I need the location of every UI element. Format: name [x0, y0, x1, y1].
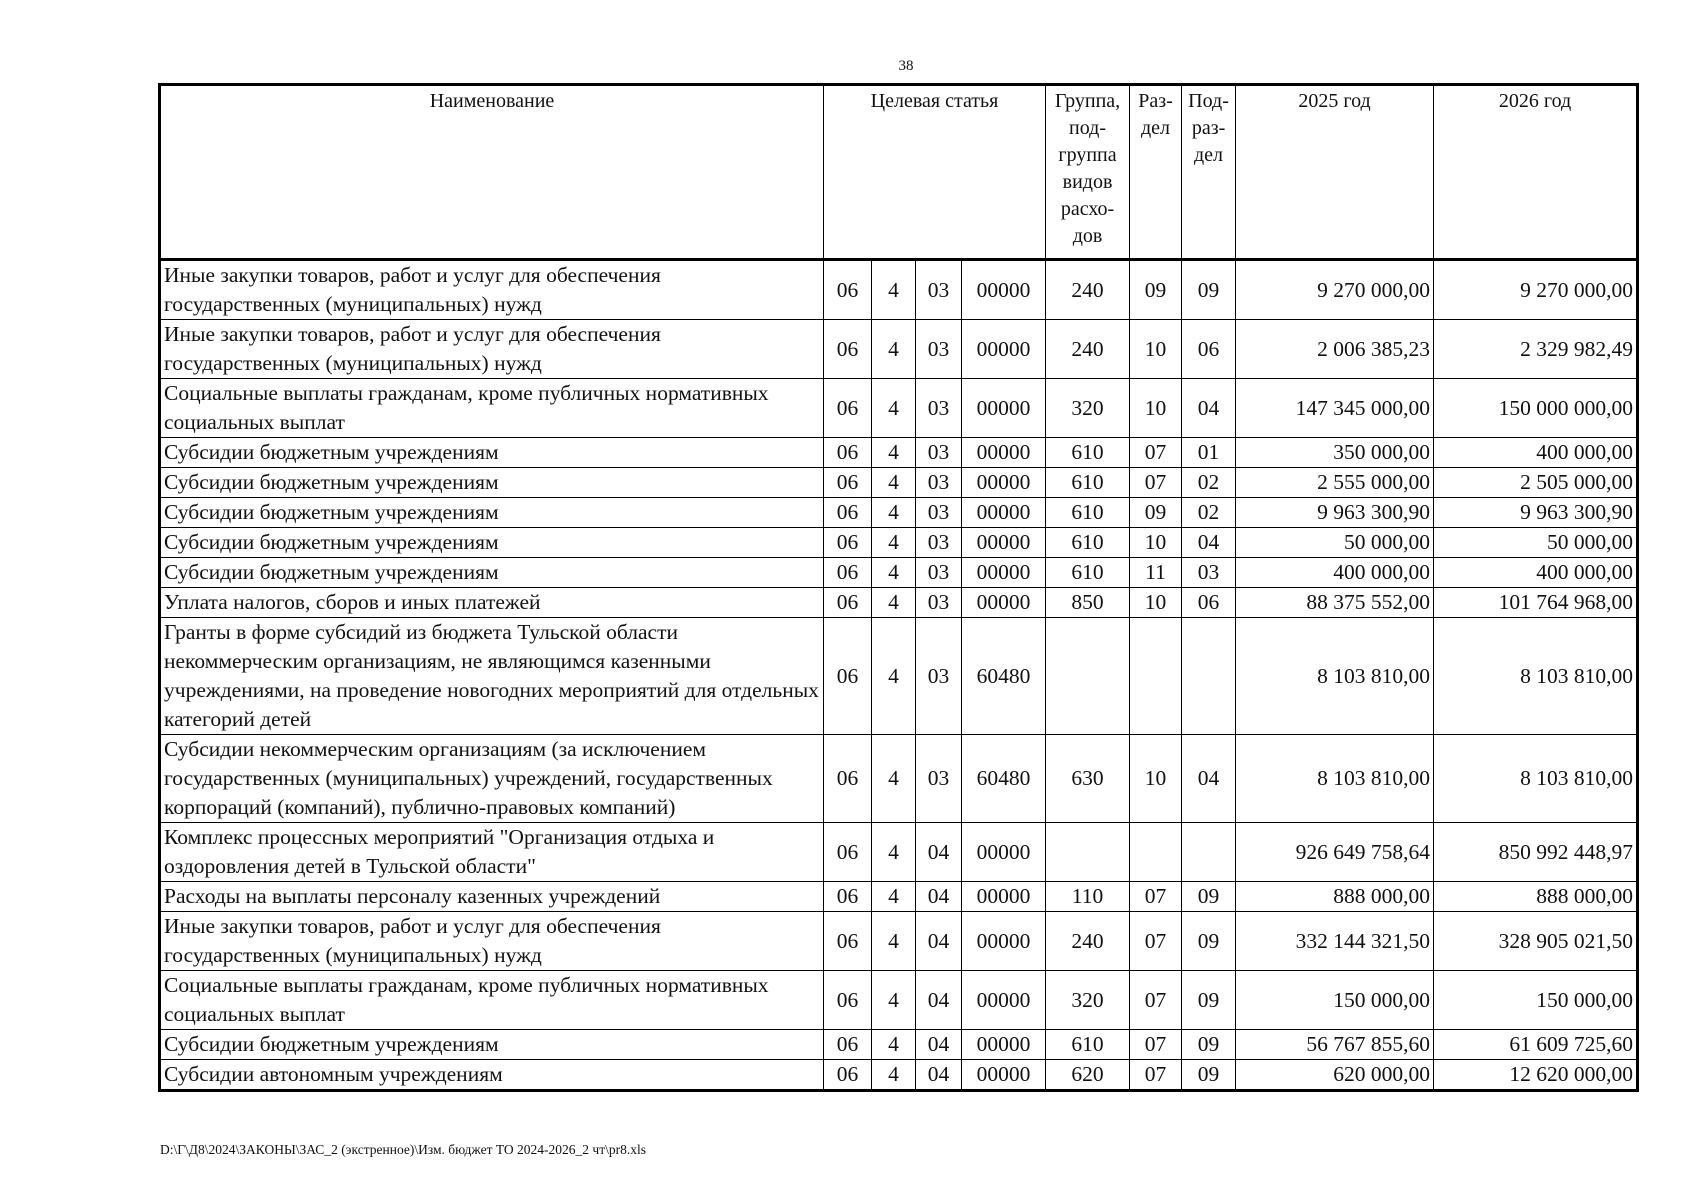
amount-2026: 8 103 810,00 [1434, 735, 1638, 823]
expense-group: 110 [1046, 882, 1130, 912]
amount-2025: 350 000,00 [1236, 438, 1434, 468]
target-code-4: 00000 [962, 971, 1046, 1030]
table-row [160, 498, 1638, 528]
amount-2025: 147 345 000,00 [1236, 379, 1434, 438]
target-code-1: 06 [824, 558, 872, 588]
target-code-4: 00000 [962, 260, 1046, 320]
expense-group: 610 [1046, 528, 1130, 558]
row-name: Субсидии бюджетным учреждениям [160, 438, 824, 468]
subsection-code: 09 [1182, 912, 1236, 971]
amount-2026: 400 000,00 [1434, 438, 1638, 468]
table-row [160, 438, 1638, 468]
amount-2025: 8 103 810,00 [1236, 735, 1434, 823]
section-code: 07 [1130, 882, 1182, 912]
target-code-2: 4 [872, 912, 916, 971]
target-code-2: 4 [872, 882, 916, 912]
subsection-code: 02 [1182, 468, 1236, 498]
row-name: Субсидии бюджетным учреждениям [160, 468, 824, 498]
target-code-4: 00000 [962, 823, 1046, 882]
row-name: Иные закупки товаров, работ и услуг для обеспечения государственных (муниципальных) нужд [160, 260, 824, 320]
table-row [160, 379, 1638, 438]
target-code-2: 4 [872, 735, 916, 823]
row-name: Субсидии бюджетным учреждениям [160, 1030, 824, 1060]
target-code-3: 03 [916, 379, 962, 438]
target-code-3: 03 [916, 528, 962, 558]
target-code-4: 00000 [962, 468, 1046, 498]
amount-2025: 9 963 300,90 [1236, 498, 1434, 528]
amount-2026: 328 905 021,50 [1434, 912, 1638, 971]
amount-2025: 8 103 810,00 [1236, 618, 1434, 735]
amount-2026: 9 270 000,00 [1434, 260, 1638, 320]
section-code: 09 [1130, 260, 1182, 320]
amount-2026: 8 103 810,00 [1434, 618, 1638, 735]
expense-group: 850 [1046, 588, 1130, 618]
section-code: 10 [1130, 320, 1182, 379]
budget-table [158, 83, 1639, 1092]
row-name: Гранты в форме субсидий из бюджета Тульской области некоммерческим организациям, не являющимся казенными учреждениями, на проведение новогодних мероприятий для отдельных категорий детей [160, 618, 824, 735]
target-code-1: 06 [824, 823, 872, 882]
expense-group [1046, 823, 1130, 882]
subsection-code: 04 [1182, 528, 1236, 558]
section-code: 07 [1130, 1030, 1182, 1060]
target-code-4: 60480 [962, 618, 1046, 735]
target-code-3: 03 [916, 320, 962, 379]
target-code-1: 06 [824, 971, 872, 1030]
target-code-1: 06 [824, 379, 872, 438]
expense-group: 320 [1046, 971, 1130, 1030]
target-code-1: 06 [824, 468, 872, 498]
target-code-2: 4 [872, 1030, 916, 1060]
file-path-footer: D:\Г\Д8\2024\ЗАКОНЫ\ЗАС_2 (экстренное)\Изм. бюджет ТО 2024-2026_2 чт\pr8.xls [160, 1142, 646, 1157]
target-code-1: 06 [824, 735, 872, 823]
amount-2025: 400 000,00 [1236, 558, 1434, 588]
table-row [160, 468, 1638, 498]
section-code: 07 [1130, 971, 1182, 1030]
table-row [160, 618, 1638, 735]
table-row [160, 588, 1638, 618]
target-code-2: 4 [872, 1060, 916, 1091]
target-code-4: 00000 [962, 588, 1046, 618]
amount-2026: 61 609 725,60 [1434, 1030, 1638, 1060]
row-name: Субсидии бюджетным учреждениям [160, 528, 824, 558]
table-row [160, 971, 1638, 1030]
target-code-3: 04 [916, 971, 962, 1030]
row-name: Субсидии автономным учреждениям [160, 1060, 824, 1091]
section-code: 10 [1130, 379, 1182, 438]
section-code: 07 [1130, 912, 1182, 971]
section-code: 10 [1130, 735, 1182, 823]
row-name: Иные закупки товаров, работ и услуг для обеспечения государственных (муниципальных) нужд [160, 912, 824, 971]
section-code: 07 [1130, 1060, 1182, 1091]
amount-2025: 620 000,00 [1236, 1060, 1434, 1091]
section-code: 11 [1130, 558, 1182, 588]
subsection-code: 06 [1182, 320, 1236, 379]
amount-2026: 150 000 000,00 [1434, 379, 1638, 438]
target-code-2: 4 [872, 320, 916, 379]
target-code-1: 06 [824, 912, 872, 971]
amount-2025: 2 555 000,00 [1236, 468, 1434, 498]
amount-2025: 150 000,00 [1236, 971, 1434, 1030]
target-code-3: 04 [916, 882, 962, 912]
amount-2026: 12 620 000,00 [1434, 1060, 1638, 1091]
target-code-3: 03 [916, 260, 962, 320]
header-year-2026: 2026 год [1434, 85, 1638, 260]
section-code: 07 [1130, 438, 1182, 468]
subsection-code: 06 [1182, 588, 1236, 618]
target-code-2: 4 [872, 618, 916, 735]
table-row [160, 1030, 1638, 1060]
target-code-1: 06 [824, 882, 872, 912]
target-code-2: 4 [872, 588, 916, 618]
subsection-code: 04 [1182, 379, 1236, 438]
subsection-code [1182, 618, 1236, 735]
target-code-1: 06 [824, 320, 872, 379]
row-name: Иные закупки товаров, работ и услуг для обеспечения государственных (муниципальных) нужд [160, 320, 824, 379]
target-code-2: 4 [872, 468, 916, 498]
header-group: Группа, под-группа видов расхо-дов [1046, 85, 1130, 260]
table-row [160, 912, 1638, 971]
subsection-code: 09 [1182, 1060, 1236, 1091]
target-code-3: 03 [916, 438, 962, 468]
target-code-4: 00000 [962, 1060, 1046, 1091]
amount-2026: 2 329 982,49 [1434, 320, 1638, 379]
amount-2026: 50 000,00 [1434, 528, 1638, 558]
target-code-3: 03 [916, 735, 962, 823]
target-code-2: 4 [872, 379, 916, 438]
amount-2025: 332 144 321,50 [1236, 912, 1434, 971]
section-code [1130, 823, 1182, 882]
target-code-2: 4 [872, 438, 916, 468]
table-row [160, 735, 1638, 823]
amount-2025: 2 006 385,23 [1236, 320, 1434, 379]
expense-group: 620 [1046, 1060, 1130, 1091]
table-row [160, 1060, 1638, 1091]
table-row [160, 882, 1638, 912]
header-row [160, 85, 1638, 260]
expense-group: 630 [1046, 735, 1130, 823]
row-name: Субсидии некоммерческим организациям (за исключением государственных (муниципальных) учреждений, государственных корпораций (компаний), публично-правовых компаний) [160, 735, 824, 823]
subsection-code: 09 [1182, 882, 1236, 912]
expense-group: 610 [1046, 498, 1130, 528]
amount-2025: 926 649 758,64 [1236, 823, 1434, 882]
target-code-4: 60480 [962, 735, 1046, 823]
amount-2025: 50 000,00 [1236, 528, 1434, 558]
amount-2026: 400 000,00 [1434, 558, 1638, 588]
target-code-4: 00000 [962, 498, 1046, 528]
amount-2025: 88 375 552,00 [1236, 588, 1434, 618]
table-row [160, 823, 1638, 882]
target-code-4: 00000 [962, 438, 1046, 468]
row-name: Комплекс процессных мероприятий "Организация отдыха и оздоровления детей в Тульской области" [160, 823, 824, 882]
subsection-code: 02 [1182, 498, 1236, 528]
target-code-3: 04 [916, 823, 962, 882]
table-row [160, 528, 1638, 558]
table-row [160, 260, 1638, 320]
target-code-3: 04 [916, 912, 962, 971]
target-code-4: 00000 [962, 558, 1046, 588]
section-code: 10 [1130, 588, 1182, 618]
target-code-1: 06 [824, 1060, 872, 1091]
target-code-2: 4 [872, 971, 916, 1030]
target-code-3: 03 [916, 498, 962, 528]
target-code-4: 00000 [962, 379, 1046, 438]
target-code-1: 06 [824, 260, 872, 320]
target-code-1: 06 [824, 1030, 872, 1060]
target-code-3: 03 [916, 588, 962, 618]
target-code-4: 00000 [962, 528, 1046, 558]
target-code-4: 00000 [962, 1030, 1046, 1060]
section-code: 09 [1130, 498, 1182, 528]
expense-group: 240 [1046, 260, 1130, 320]
target-code-3: 03 [916, 558, 962, 588]
target-code-3: 03 [916, 618, 962, 735]
target-code-2: 4 [872, 558, 916, 588]
amount-2026: 9 963 300,90 [1434, 498, 1638, 528]
subsection-code [1182, 823, 1236, 882]
section-code: 07 [1130, 468, 1182, 498]
target-code-1: 06 [824, 528, 872, 558]
row-name: Субсидии бюджетным учреждениям [160, 558, 824, 588]
target-code-1: 06 [824, 618, 872, 735]
expense-group: 610 [1046, 1030, 1130, 1060]
amount-2026: 2 505 000,00 [1434, 468, 1638, 498]
subsection-code: 04 [1182, 735, 1236, 823]
row-name: Расходы на выплаты персоналу казенных учреждений [160, 882, 824, 912]
section-code [1130, 618, 1182, 735]
amount-2025: 888 000,00 [1236, 882, 1434, 912]
header-section: Раз-дел [1130, 85, 1182, 260]
expense-group [1046, 618, 1130, 735]
subsection-code: 01 [1182, 438, 1236, 468]
row-name: Уплата налогов, сборов и иных платежей [160, 588, 824, 618]
amount-2026: 101 764 968,00 [1434, 588, 1638, 618]
row-name: Субсидии бюджетным учреждениям [160, 498, 824, 528]
subsection-code: 03 [1182, 558, 1236, 588]
expense-group: 240 [1046, 320, 1130, 379]
target-code-3: 04 [916, 1060, 962, 1091]
expense-group: 610 [1046, 558, 1130, 588]
amount-2025: 56 767 855,60 [1236, 1030, 1434, 1060]
amount-2026: 888 000,00 [1434, 882, 1638, 912]
target-code-2: 4 [872, 498, 916, 528]
subsection-code: 09 [1182, 971, 1236, 1030]
amount-2026: 850 992 448,97 [1434, 823, 1638, 882]
target-code-3: 04 [916, 1030, 962, 1060]
subsection-code: 09 [1182, 260, 1236, 320]
table-row [160, 320, 1638, 379]
header-subsection: Под-раз-дел [1182, 85, 1236, 260]
target-code-1: 06 [824, 588, 872, 618]
target-code-2: 4 [872, 260, 916, 320]
row-name: Социальные выплаты гражданам, кроме публичных нормативных социальных выплат [160, 379, 824, 438]
expense-group: 240 [1046, 912, 1130, 971]
amount-2025: 9 270 000,00 [1236, 260, 1434, 320]
expense-group: 610 [1046, 438, 1130, 468]
target-code-3: 03 [916, 468, 962, 498]
target-code-2: 4 [872, 823, 916, 882]
expense-group: 320 [1046, 379, 1130, 438]
amount-2026: 150 000,00 [1434, 971, 1638, 1030]
row-name: Социальные выплаты гражданам, кроме публичных нормативных социальных выплат [160, 971, 824, 1030]
target-code-1: 06 [824, 498, 872, 528]
target-code-1: 06 [824, 438, 872, 468]
target-code-4: 00000 [962, 320, 1046, 379]
target-code-4: 00000 [962, 912, 1046, 971]
section-code: 10 [1130, 528, 1182, 558]
table-row [160, 558, 1638, 588]
expense-group: 610 [1046, 468, 1130, 498]
target-code-4: 00000 [962, 882, 1046, 912]
page-number: 38 [898, 58, 914, 74]
header-year-2025: 2025 год [1236, 85, 1434, 260]
subsection-code: 09 [1182, 1030, 1236, 1060]
header-name: Наименование [160, 85, 824, 260]
target-code-2: 4 [872, 528, 916, 558]
header-target: Целевая статья [824, 85, 1046, 260]
